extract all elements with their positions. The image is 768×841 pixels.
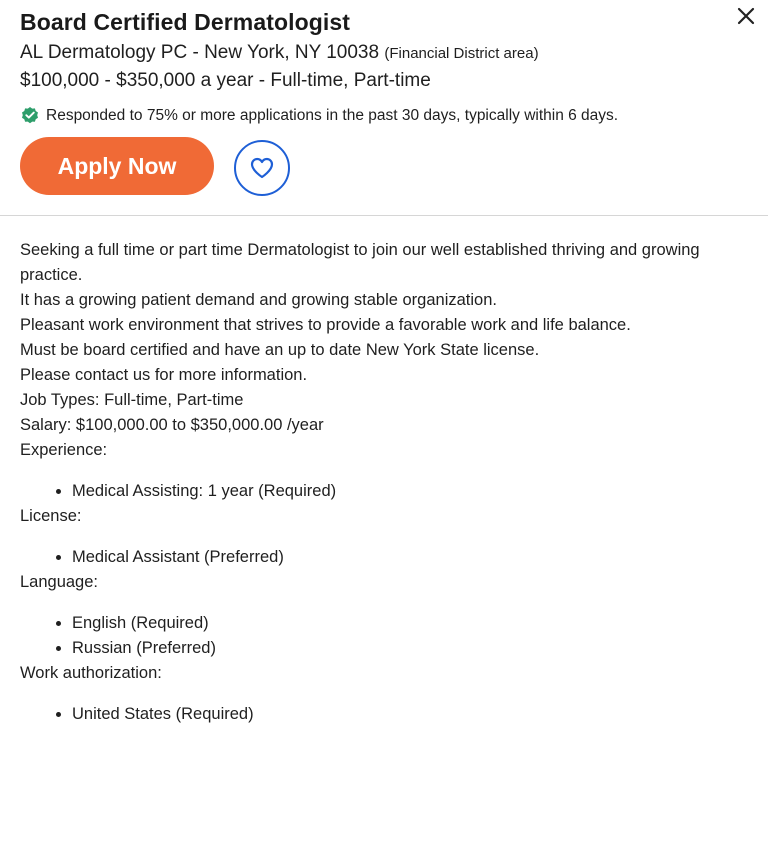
company-location <box>20 42 539 64</box>
job-header <box>0 0 768 216</box>
salary-detail: Salary: $100,000.00 to $350,000.00 /year <box>20 416 324 434</box>
job-types: Job Types: Full-time, Part-time <box>20 391 244 409</box>
license-heading: License: <box>20 507 82 525</box>
work-authorization-list <box>20 702 748 727</box>
list-item: • Medical Assistant (Preferred) <box>72 545 748 570</box>
list-item: • Medical Assisting: 1 year (Required) <box>72 479 748 504</box>
responsiveness-text: Responded to 75% or more applications in the past 30 days, typically within 6 days. <box>46 107 619 124</box>
experience-list <box>20 479 748 504</box>
list-item: • Russian (Preferred) <box>72 636 748 661</box>
language-heading: Language: <box>20 573 98 591</box>
company-location-text: AL Dermatology PC - New York, NY 10038 <box>20 42 380 63</box>
list-item: • United States (Required) <box>72 702 748 727</box>
list-item: • English (Required) <box>72 611 748 636</box>
description-line: It has a growing patient demand and growing stable organization. <box>20 291 497 309</box>
description-line: Please contact us for more information. <box>20 366 308 384</box>
license-list <box>20 545 748 570</box>
job-description <box>20 238 748 727</box>
description-line: Pleasant work environment that strives to provide a favorable work and life balance. <box>20 316 631 334</box>
salary-summary: $100,000 - $350,000 a year - Full-time, Part-time <box>20 70 431 91</box>
close-icon <box>737 7 755 25</box>
description-line: Seeking a full time or part time Dermatologist to join our well established thriving and growing practice. <box>20 241 700 284</box>
save-job-button[interactable] <box>234 140 290 196</box>
close-button[interactable] <box>734 4 758 28</box>
responsiveness-note <box>20 106 618 126</box>
work-authorization-heading: Work authorization: <box>20 664 162 682</box>
area-text: (Financial District area) <box>384 45 539 62</box>
apply-now-button[interactable]: Apply Now <box>20 137 214 195</box>
language-list <box>20 611 748 661</box>
description-intro <box>20 238 748 388</box>
verified-badge-icon <box>20 106 40 126</box>
experience-heading: Experience: <box>20 441 108 459</box>
heart-icon <box>249 156 275 180</box>
job-title: Board Certified Dermatologist <box>20 9 351 35</box>
description-line: Must be board certified and have an up to date New York State license. <box>20 341 540 359</box>
